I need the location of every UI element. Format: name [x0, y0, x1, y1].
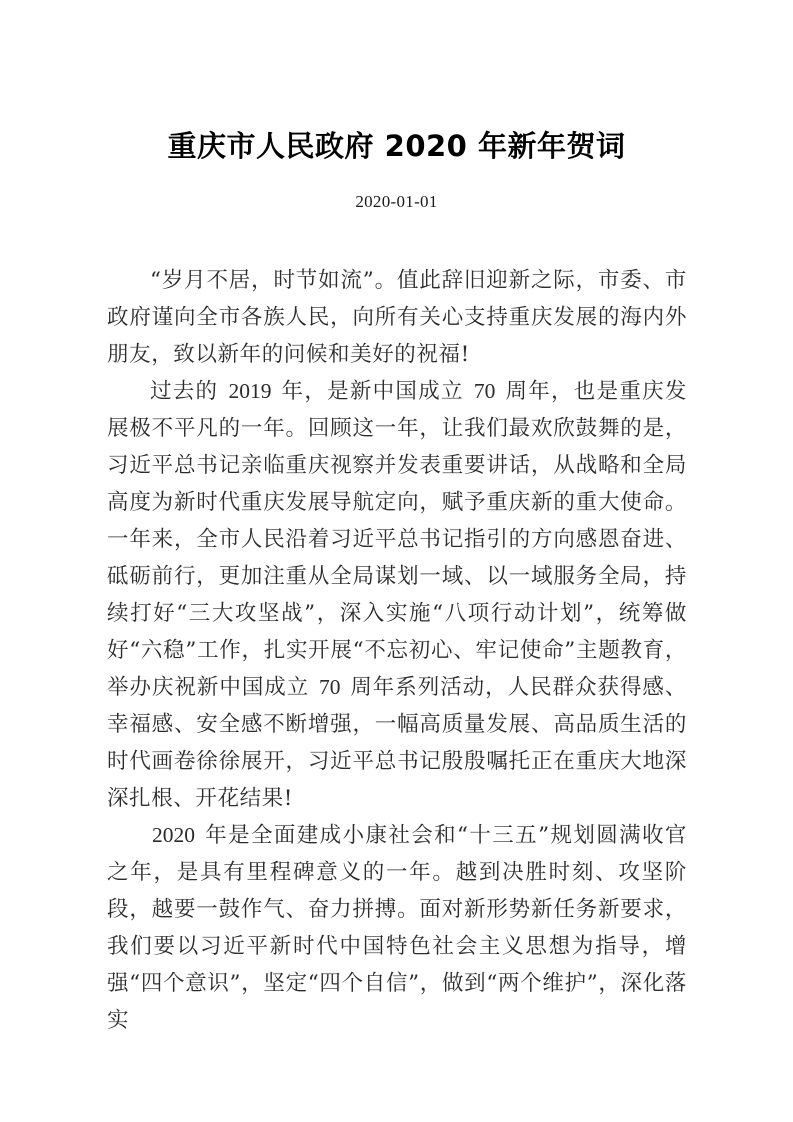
document-body	[107, 262, 687, 1039]
page-title: 重庆市人民政府 2020 年新年贺词	[167, 129, 626, 163]
inline-number: 2019	[228, 379, 272, 403]
inline-number: 70	[319, 675, 341, 699]
inline-number: 70	[473, 379, 496, 403]
paragraph: 过去的 2019 年，是新中国成立 70 周年，也是重庆发展极不平凡的一年。回顾这一年，让我们最欢欣鼓舞的是，习近平总书记亲临重庆视察并发表重要讲话，从战略和全局高度为新时代重庆发展导航定向，赋予重庆新的重大使命。一年来，全市人民沿着习近平总书记指引的方向感恩奋进、砥砺前行，更加注重从全局谋划一域、以一域服务全局，持续打好“三大攻坚战”，深入实施“八项行动计划”，统筹做好“六稳”工作，扎实开展“不忘初心、牢记使命”主题教育，举办庆祝新中国成立 70 周年系列活动，人民群众获得感、幸福感、安全感不断增强，一幅高质量发展、高品质生活的时代画卷徐徐展开，习近平总书记殷殷嘱托正在重庆大地深深扎根、开花结果!	[107, 379, 687, 811]
inline-number: 2020	[152, 823, 195, 847]
paragraph: 2020 年是全面建成小康社会和“十三五”规划圆满收官之年，是具有里程碑意义的一年。越到决胜时刻、攻坚阶段，越要一鼓作气、奋力拼搏。面对新形势新任务新要求，我们要以习近平新时代中国特色社会主义思想为指导，增强“四个意识”，坚定“四个自信”，做到“两个维护”，深化落实	[107, 823, 687, 1033]
paragraph: “岁月不居，时节如流”。值此辞旧迎新之际，市委、市政府谨向全市各族人民，向所有关心支持重庆发展的海内外朋友，致以新年的问候和美好的祝福!	[107, 268, 687, 367]
title-block	[0, 128, 793, 164]
document-date: 2020-01-01	[355, 192, 438, 211]
